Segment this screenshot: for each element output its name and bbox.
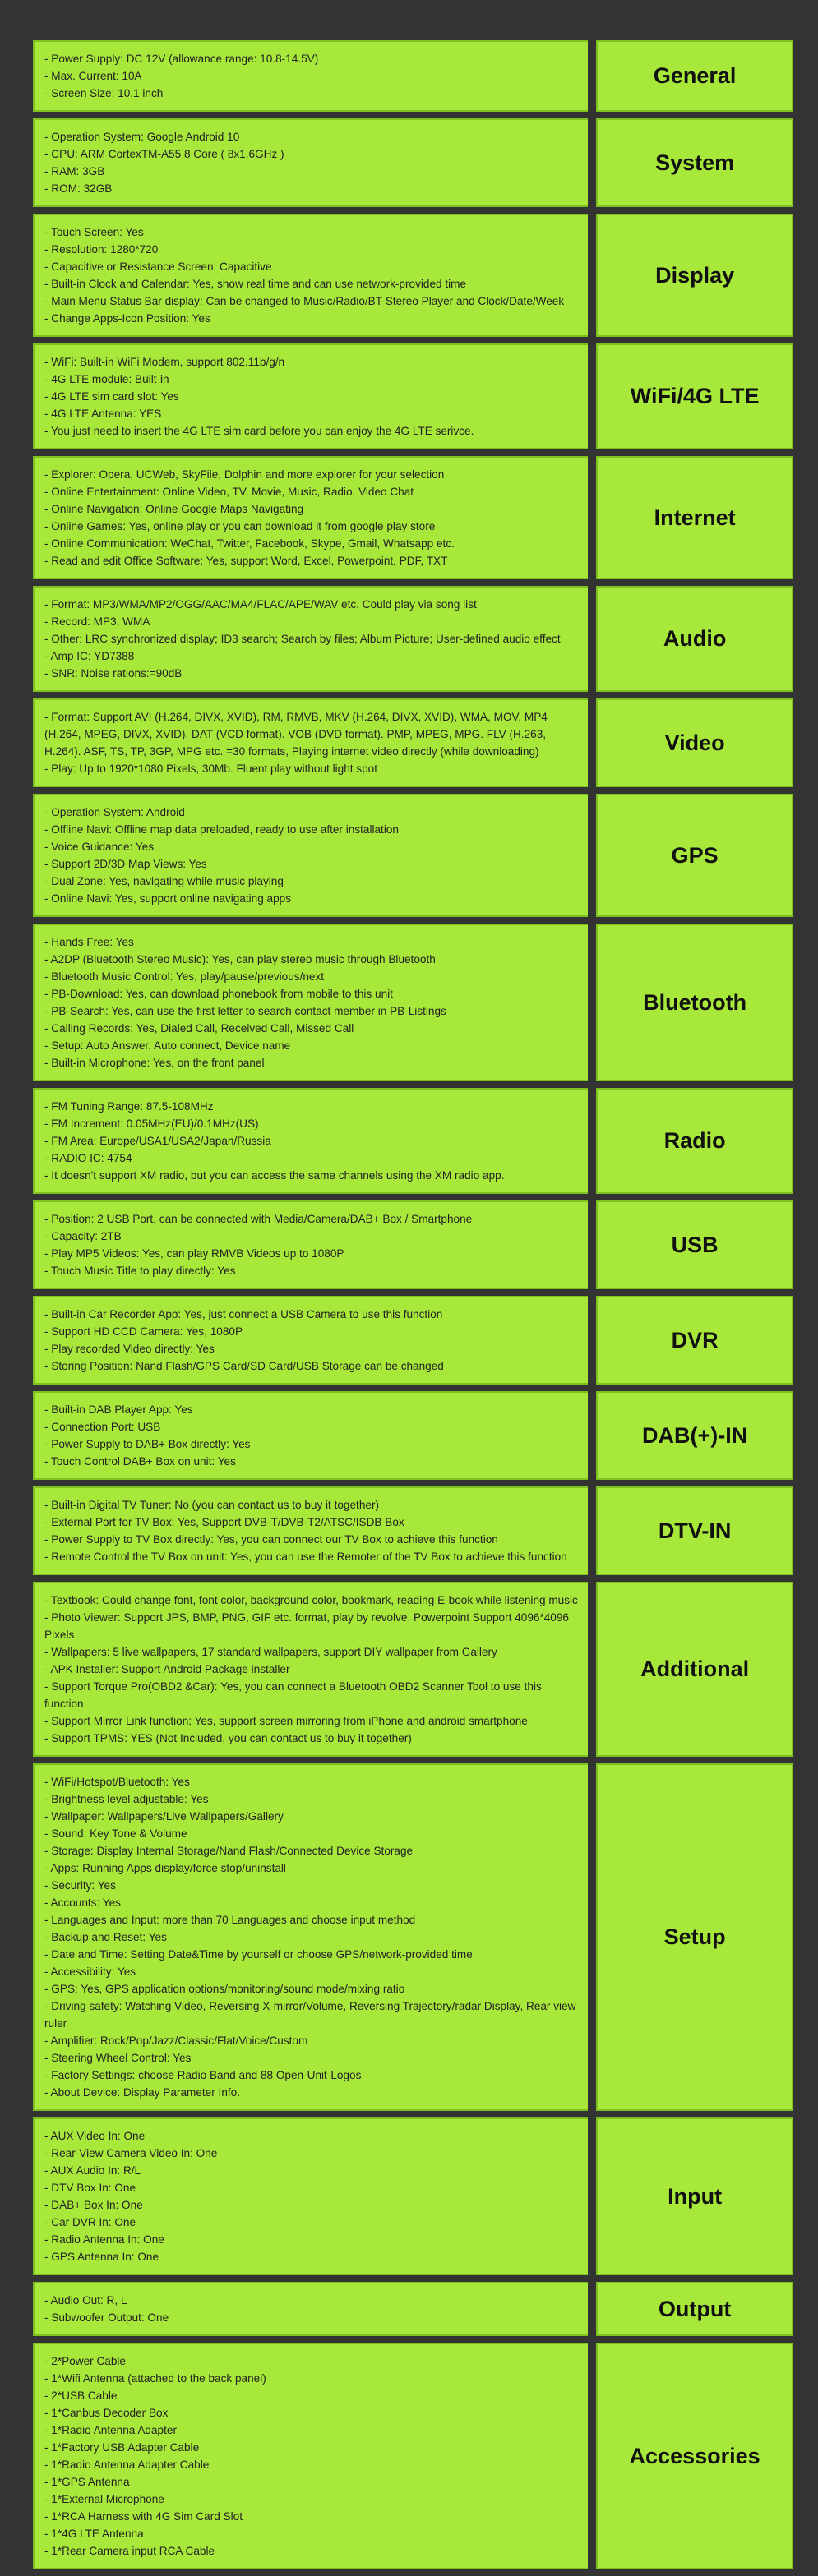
spec-line: - Online Games: Yes, online play or you can download it from google play store	[44, 520, 436, 532]
spec-line: - Factory Settings: choose Radio Band and 88 Open-Unit-Logos	[44, 2069, 362, 2081]
spec-line: - Support Mirror Link function: Yes, support screen mirroring from iPhone and android smartphone	[44, 1715, 528, 1727]
spec-details	[33, 1200, 588, 1289]
spec-details	[33, 1582, 588, 1757]
spec-line: - Format: MP3/WMA/MP2/OGG/AAC/MA4/FLAC/APE/WAV etc. Could play via song list	[44, 598, 477, 611]
spec-line: - Touch Screen: Yes	[44, 226, 144, 238]
spec-table-body	[33, 40, 793, 2569]
spec-category-label: Input	[596, 2117, 793, 2275]
spec-line: - 1*Radio Antenna Adapter Cable	[44, 2458, 210, 2471]
spec-line: - Support 2D/3D Map Views: Yes	[44, 858, 207, 870]
spec-line: - GPS Antenna In: One	[44, 2251, 159, 2263]
spec-row-additional	[33, 1582, 793, 1757]
spec-row-video	[33, 698, 793, 787]
spec-details	[33, 1486, 588, 1575]
spec-details	[33, 1088, 588, 1194]
spec-line: - Connection Port: USB	[44, 1421, 161, 1433]
spec-line: - Driving safety: Watching Video, Reversing X-mirror/Volume, Reversing Trajectory/radar Display, Rear view ruler	[44, 2000, 576, 2030]
spec-line: - Play MP5 Videos: Yes, can play RMVB Videos up to 1080P	[44, 1247, 344, 1260]
spec-category-label: WiFi/4G LTE	[596, 343, 793, 449]
spec-line: - About Device: Display Parameter Info.	[44, 2086, 240, 2099]
spec-line: - RADIO IC: 4754	[44, 1152, 132, 1164]
spec-category-label: Video	[596, 698, 793, 787]
spec-line: - Rear-View Camera Video In: One	[44, 2147, 218, 2159]
spec-line: - WiFi/Hotspot/Bluetooth: Yes	[44, 1776, 190, 1788]
column-gap	[588, 924, 596, 1081]
spec-category-label: Bluetooth	[596, 924, 793, 1081]
spec-category-label: Internet	[596, 456, 793, 579]
column-gap	[588, 118, 596, 207]
spec-details	[33, 586, 588, 692]
spec-line: - Storing Position: Nand Flash/GPS Card/SD Card/USB Storage can be changed	[44, 1360, 444, 1372]
spec-line: - Online Communication: WeChat, Twitter, Facebook, Skype, Gmail, Whatsapp etc.	[44, 537, 455, 550]
spec-line: - Steering Wheel Control: Yes	[44, 2052, 192, 2064]
spec-line: - Play: Up to 1920*1080 Pixels, 30Mb. Fluent play without light spot	[44, 763, 378, 775]
spec-line: - Support TPMS: YES (Not Included, you can contact us to buy it together)	[44, 1732, 412, 1744]
spec-line: - DAB+ Box In: One	[44, 2199, 143, 2211]
spec-row-internet	[33, 456, 793, 579]
spec-line: - AUX Audio In: R/L	[44, 2164, 141, 2177]
column-gap	[588, 1391, 596, 1480]
column-gap	[588, 2282, 596, 2336]
spec-line: - Main Menu Status Bar display: Can be changed to Music/Radio/BT-Stereo Player and Clock/Date/Week	[44, 295, 565, 307]
spec-line: - RAM: 3GB	[44, 165, 105, 177]
spec-category-label: Radio	[596, 1088, 793, 1194]
spec-line: - 4G LTE Antenna: YES	[44, 408, 162, 420]
spec-line: - DTV Box In: One	[44, 2182, 136, 2194]
spec-line: - Online Entertainment: Online Video, TV, Movie, Music, Radio, Video Chat	[44, 486, 414, 498]
spec-category-label: DVR	[596, 1296, 793, 1385]
spec-category-label: Audio	[596, 586, 793, 692]
spec-category-label: USB	[596, 1200, 793, 1289]
spec-row-accessories	[33, 2343, 793, 2569]
spec-line: - Wallpapers: 5 live wallpapers, 17 standard wallpapers, support DIY wallpaper from Gallery	[44, 1646, 497, 1658]
column-gap	[588, 1582, 596, 1757]
spec-line: - Capacitive or Resistance Screen: Capacitive	[44, 260, 272, 273]
spec-row-system	[33, 118, 793, 207]
spec-line: - 1*Wifi Antenna (attached to the back panel)	[44, 2372, 266, 2385]
spec-line: - Touch Control DAB+ Box on unit: Yes	[44, 1455, 236, 1468]
spec-line: - Amplifier: Rock/Pop/Jazz/Classic/Flat/Voice/Custom	[44, 2035, 308, 2047]
spec-line: - 2*USB Cable	[44, 2389, 118, 2402]
spec-line: - Built-in Digital TV Tuner: No (you can contact us to buy it together)	[44, 1499, 379, 1511]
column-gap	[588, 586, 596, 692]
spec-line: - Explorer: Opera, UCWeb, SkyFile, Dolphin and more explorer for your selection	[44, 468, 445, 481]
spec-category-label: Setup	[596, 1763, 793, 2111]
spec-line: - Format: Support AVI (H.264, DIVX, XVID), RM, RMVB, MKV (H.264, DIVX, XVID), WMA, MOV, MP4 (H.264, MPEG, DIVX, XVID). DAT (VCD format). VOB (DVD format). PMP, MPEG, MPG. FLV (H.263, H.264). ASF, TS, TP, 3GP, MPG etc. =30 formats, Playing internet video directly (while downloading)	[44, 711, 548, 758]
spec-category-label: GPS	[596, 794, 793, 917]
spec-line: - A2DP (Bluetooth Stereo Music): Yes, can play stereo music through Bluetooth	[44, 953, 436, 965]
spec-line: - Accessibility: Yes	[44, 1965, 136, 1978]
spec-line: - Calling Records: Yes, Dialed Call, Received Call, Missed Call	[44, 1022, 354, 1035]
spec-line: - Read and edit Office Software: Yes, support Word, Excel, Powerpoint, PDF, TXT	[44, 555, 448, 567]
column-gap	[588, 1200, 596, 1289]
spec-line: - Photo Viewer: Support JPS, BMP, PNG, GIF etc. format, play by revolve, Powerpoint Support 4096*4096 Pixels	[44, 1611, 569, 1641]
spec-details	[33, 2343, 588, 2569]
spec-line: - WiFi: Built-in WiFi Modem, support 802.11b/g/n	[44, 356, 285, 368]
spec-line: - Built-in Microphone: Yes, on the front panel	[44, 1057, 265, 1069]
spec-category-label: DAB(+)-IN	[596, 1391, 793, 1480]
spec-line: - Date and Time: Setting Date&Time by yourself or choose GPS/network-provided time	[44, 1948, 473, 1961]
spec-category-label: Display	[596, 214, 793, 337]
spec-line: - 1*External Microphone	[44, 2493, 164, 2505]
spec-line: - Power Supply: DC 12V (allowance range: 10.8-14.5V)	[44, 53, 319, 65]
spec-line: - ROM: 32GB	[44, 182, 113, 195]
spec-line: - APK Installer: Support Android Package installer	[44, 1663, 290, 1675]
spec-details	[33, 118, 588, 207]
spec-line: - Storage: Display Internal Storage/Nand Flash/Connected Device Storage	[44, 1845, 414, 1857]
spec-line: - GPS: Yes, GPS application options/monitoring/sound mode/mixing ratio	[44, 1983, 405, 1995]
spec-line: - 1*RCA Harness with 4G Sim Card Slot	[44, 2510, 243, 2523]
spec-line: - Touch Music Title to play directly: Yes	[44, 1265, 236, 1277]
spec-line: - Voice Guidance: Yes	[44, 841, 155, 853]
spec-table	[33, 34, 793, 2576]
spec-line: - You just need to insert the 4G LTE sim card before you can enjoy the 4G LTE serivce.	[44, 425, 474, 437]
column-gap	[588, 1088, 596, 1194]
spec-category-label: Accessories	[596, 2343, 793, 2569]
column-gap	[588, 794, 596, 917]
spec-details	[33, 40, 588, 112]
spec-category-label: Output	[596, 2282, 793, 2336]
spec-line: - Play recorded Video directly: Yes	[44, 1343, 215, 1355]
column-gap	[588, 2343, 596, 2569]
column-gap	[588, 456, 596, 579]
spec-category-label: System	[596, 118, 793, 207]
spec-line: - Position: 2 USB Port, can be connected with Media/Camera/DAB+ Box / Smartphone	[44, 1213, 473, 1225]
spec-line: - Radio Antenna In: One	[44, 2233, 164, 2246]
spec-details	[33, 698, 588, 787]
spec-line: - 1*Canbus Decoder Box	[44, 2407, 169, 2419]
spec-line: - Built-in Clock and Calendar: Yes, show real time and can use network-provided time	[44, 278, 467, 290]
spec-line: - 1*4G LTE Antenna	[44, 2528, 144, 2540]
spec-line: - Power Supply to TV Box directly: Yes, you can connect our TV Box to achieve this function	[44, 1533, 498, 1546]
spec-line: - CPU: ARM CortexTM-A55 8 Core ( 8x1.6GHz )	[44, 148, 284, 160]
spec-line: - It doesn't support XM radio, but you can access the same channels using the XM radio app.	[44, 1169, 505, 1182]
spec-row-display	[33, 214, 793, 337]
spec-line: - Dual Zone: Yes, navigating while music playing	[44, 875, 284, 887]
spec-category-label: DTV-IN	[596, 1486, 793, 1575]
spec-details	[33, 214, 588, 337]
spec-row-gps	[33, 794, 793, 917]
spec-row-radio	[33, 1088, 793, 1194]
spec-details	[33, 924, 588, 1081]
spec-details	[33, 456, 588, 579]
spec-line: - Change Apps-Icon Position: Yes	[44, 312, 210, 325]
spec-line: - Screen Size: 10.1 inch	[44, 87, 164, 99]
spec-line: - Amp IC: YD7388	[44, 650, 135, 662]
spec-row-input	[33, 2117, 793, 2275]
spec-line: - Backup and Reset: Yes	[44, 1931, 167, 1943]
spec-row-setup	[33, 1763, 793, 2111]
spec-line: - 2*Power Cable	[44, 2355, 126, 2367]
spec-line: - 1*Factory USB Adapter Cable	[44, 2441, 200, 2454]
spec-details	[33, 1763, 588, 2111]
spec-line: - Capacity: 2TB	[44, 1230, 122, 1242]
spec-line: - Power Supply to DAB+ Box directly: Yes	[44, 1438, 251, 1450]
spec-row-dtv-in	[33, 1486, 793, 1575]
spec-line: - 4G LTE sim card slot: Yes	[44, 390, 179, 403]
spec-category-label: General	[596, 40, 793, 112]
column-gap	[588, 214, 596, 337]
spec-line: - PB-Search: Yes, can use the first letter to search contact member in PB-Listings	[44, 1005, 446, 1017]
column-gap	[588, 698, 596, 787]
spec-details	[33, 2117, 588, 2275]
spec-line: - Support Torque Pro(OBD2 &Car): Yes, you can connect a Bluetooth OBD2 Scanner Tool to use this function	[44, 1680, 542, 1710]
column-gap	[588, 40, 596, 112]
spec-line: - Operation System: Android	[44, 806, 185, 818]
spec-line: - Subwoofer Output: One	[44, 2311, 169, 2324]
column-gap	[588, 343, 596, 449]
spec-line: - Wallpaper: Wallpapers/Live Wallpapers/Gallery	[44, 1810, 284, 1823]
spec-line: - Max. Current: 10A	[44, 70, 142, 82]
spec-line: - FM Increment: 0.05MHz(EU)/0.1MHz(US)	[44, 1117, 259, 1130]
column-gap	[588, 1296, 596, 1385]
spec-details	[33, 343, 588, 449]
spec-line: - Hands Free: Yes	[44, 936, 134, 948]
spec-row-bluetooth	[33, 924, 793, 1081]
spec-line: - Textbook: Could change font, font color, background color, bookmark, reading E-book while listening music	[44, 1594, 578, 1606]
spec-line: - FM Area: Europe/USA1/USA2/Japan/Russia	[44, 1135, 271, 1147]
spec-line: - Support HD CCD Camera: Yes, 1080P	[44, 1325, 243, 1338]
spec-line: - Apps: Running Apps display/force stop/uninstall	[44, 1862, 286, 1874]
spec-row-usb	[33, 1200, 793, 1289]
spec-line: - Resolution: 1280*720	[44, 243, 159, 256]
spec-line: - SNR: Noise rations:=90dB	[44, 667, 183, 680]
spec-line: - Offline Navi: Offline map data preloaded, ready to use after installation	[44, 823, 399, 836]
spec-line: - Sound: Key Tone & Volume	[44, 1827, 187, 1840]
spec-details	[33, 1296, 588, 1385]
spec-row-audio	[33, 586, 793, 692]
spec-line: - Security: Yes	[44, 1879, 116, 1892]
spec-line: - PB-Download: Yes, can download phonebook from mobile to this unit	[44, 988, 393, 1000]
spec-line: - Languages and Input: more than 70 Languages and choose input method	[44, 1914, 416, 1926]
column-gap	[588, 1486, 596, 1575]
spec-line: - Audio Out: R, L	[44, 2294, 127, 2306]
spec-line: - Built-in DAB Player App: Yes	[44, 1403, 193, 1416]
spec-line: - 1*Radio Antenna Adapter	[44, 2424, 177, 2436]
spec-line: - External Port for TV Box: Yes, Support DVB-T/DVB-T2/ATSC/ISDB Box	[44, 1516, 404, 1528]
spec-line: - AUX Video In: One	[44, 2130, 146, 2142]
column-gap	[588, 2117, 596, 2275]
spec-line: - 1*GPS Antenna	[44, 2476, 130, 2488]
spec-line: - Brightness level adjustable: Yes	[44, 1793, 209, 1805]
spec-line: - Record: MP3, WMA	[44, 615, 150, 628]
spec-line: - 1*Rear Camera input RCA Cable	[44, 2545, 215, 2557]
spec-line: - FM Tuning Range: 87.5-108MHz	[44, 1100, 214, 1113]
spec-line: - Online Navigation: Online Google Maps Navigating	[44, 503, 304, 515]
column-gap	[588, 1763, 596, 2111]
spec-line: - Remote Control the TV Box on unit: Yes, you can use the Remoter of the TV Box to achieve this function	[44, 1551, 567, 1563]
spec-line: - Bluetooth Music Control: Yes, play/pause/previous/next	[44, 970, 325, 983]
spec-line: - Built-in Car Recorder App: Yes, just connect a USB Camera to use this function	[44, 1308, 443, 1320]
spec-line: - Other: LRC synchronized display; ID3 search; Search by files; Album Picture; User-defined audio effect	[44, 633, 561, 645]
spec-category-label: Additional	[596, 1582, 793, 1757]
spec-row-dab-in	[33, 1391, 793, 1480]
spec-line: - 4G LTE module: Built-in	[44, 373, 169, 385]
spec-row-output	[33, 2282, 793, 2336]
spec-row-general	[33, 40, 793, 112]
spec-line: - Car DVR In: One	[44, 2216, 136, 2228]
spec-line: - Online Navi: Yes, support online navigating apps	[44, 892, 292, 905]
spec-line: - Operation System: Google Android 10	[44, 131, 240, 143]
spec-details	[33, 794, 588, 917]
spec-details	[33, 2282, 588, 2336]
spec-line: - Setup: Auto Answer, Auto connect, Device name	[44, 1039, 291, 1052]
spec-row-wifi-4g-lte	[33, 343, 793, 449]
spec-line: - Accounts: Yes	[44, 1896, 121, 1909]
spec-row-dvr	[33, 1296, 793, 1385]
spec-details	[33, 1391, 588, 1480]
